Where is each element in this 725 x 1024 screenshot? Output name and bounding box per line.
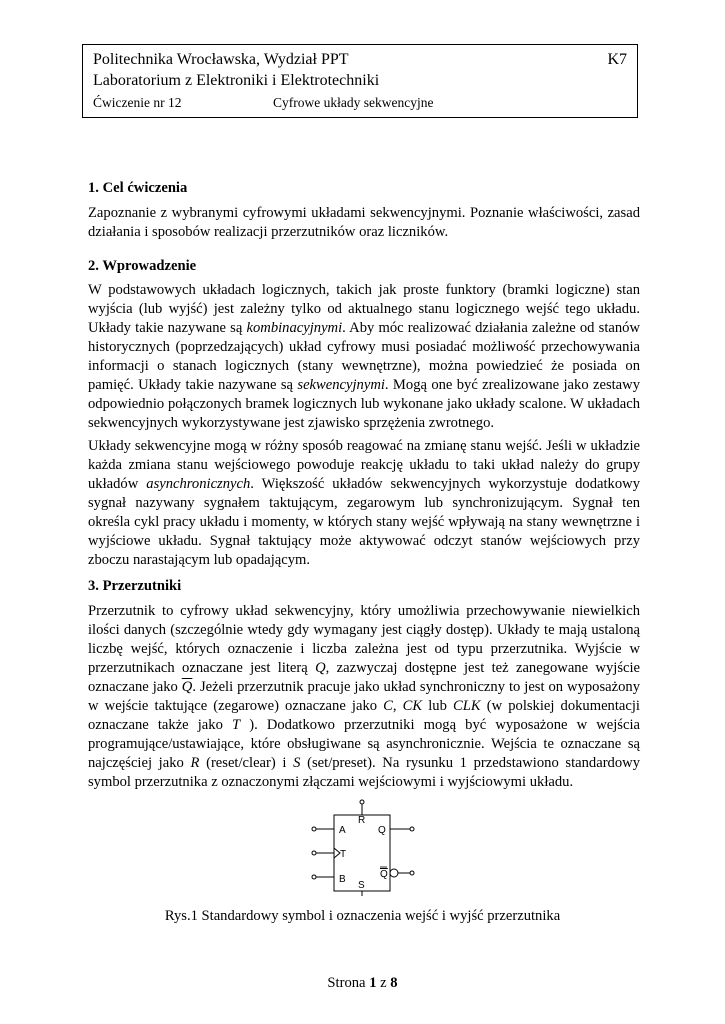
label-t: T — [340, 849, 347, 860]
document-code: K7 — [607, 51, 627, 68]
pin-a-terminal — [312, 827, 316, 831]
label-q: Q — [378, 825, 386, 836]
section-1-paragraph: Zapoznanie z wybranymi cyfrowymi układami sekwencyjnymi. Poznanie właściwości, zasad działania i sposobów realizacji przerzutników oraz liczników. — [88, 205, 640, 240]
label-b: B — [339, 874, 346, 885]
current-page: 1 — [369, 975, 377, 991]
pin-q-terminal — [410, 827, 414, 831]
section-2-title: 2. Wprowadzenie — [88, 258, 197, 274]
section-1-title: 1. Cel ćwiczenia — [88, 180, 188, 196]
term-sekwencyjnymi: sekwencyjnymi — [297, 377, 385, 393]
total-pages: 8 — [390, 975, 398, 991]
section-2-paragraph-1: W podstawowych układach logicznych, takich jak proste funktory (bramki logiczne) stan wyjścia (lub wyjść) jest zależny tylko od aktualnego stanu logicznego wejść tego układu. Układy takie nazywane są kombinacyjnymi. Aby móc realizować działania zależne od stanów historycznych (poprzedzających) układ cyfrowy musi posiadać możliwość przechowywania informacji o stanach logicznych (stany wewnętrzne), można powiedzieć że posiada on pamięć. Układy takie nazywane są sekwencyjnymi. Mogą one być zrealizowane jako zestawy odpowiednio połączonych bramek logicznych lub wykonane jako układy scalone. W układach sekwencyjnych wykorzystywane jest zjawisko sprzężenia zwrotnego. — [88, 282, 640, 431]
header-box — [82, 44, 638, 118]
label-a: A — [339, 825, 346, 836]
section-3-paragraph: Przerzutnik to cyfrowy układ sekwencyjny, który umożliwia przechowywanie niewielkich ilości danych (szczególnie wtedy gdy wymagany jest ciągły dostęp). Układy te mają ustaloną liczbę wejść, których oznaczenie i liczba zależna jest od typu przerzutnika. Wyjście w przerzutnikach oznaczane jest literą Q, zazwyczaj dostępne jest też zanegowane wyjście oznaczane jako $\overline{Q}$. Jeżeli przerzutnik pracuje jako układ synchroniczny to jest on wyposażony w wejście taktujące (zegarowe) oznaczane jako C, CK lub CLK (w polskiej dokumentacji oznaczane także jako T ). Dodatkowo przerzutniki mogą być wyposażone w wejścia programujące/ustawiające, które obsługiwane są asynchronicznie. Wejścia te oznaczane są najczęściej jako R (reset/clear) i S (set/preset). Na rysunku 1 przedstawiono standardowy symbol przerzutnika z oznaczonymi złączami wejściowymi i wyjściowymi układu. — [88, 603, 641, 790]
section-3-title: 3. Przerzutniki — [88, 578, 182, 594]
term-kombinacyjnymi: kombinacyjnymi — [246, 320, 343, 336]
lab-name: Laboratorium z Elektroniki i Elektrotechniki — [93, 72, 380, 89]
label-s: S — [358, 880, 365, 891]
label-r: R — [358, 815, 366, 826]
institution: Politechnika Wrocławska, Wydział PPT — [93, 51, 349, 68]
pin-r-terminal — [360, 800, 364, 804]
pin-t-terminal — [312, 851, 316, 855]
exercise-number: Ćwiczenie nr 12 — [93, 95, 182, 110]
page-footer: Strona 1 z 8 — [327, 975, 398, 991]
term-asynchronicznych: asynchronicznych — [146, 476, 251, 492]
figure-caption: Rys.1 Standardowy symbol i oznaczenia wejść i wyjść przerzutnika — [164, 908, 561, 924]
negation-bubble — [390, 869, 398, 877]
pin-b-terminal — [312, 875, 316, 879]
label-qbar: Q — [380, 869, 388, 880]
pin-qbar-terminal — [410, 871, 414, 875]
q-bar-symbol: $\overline{Q}$ — [181, 679, 193, 695]
section-2-paragraph-2: Układy sekwencyjne mogą w różny sposób reagować na zmianę stanu wejść. Jeśli w układzie każda zmiana stanu wejściowego powoduje reakcję układu to taki układ należy do grupy układów asynchronicznych. Większość układów sekwencyjnych wykorzystuje dodatkowy sygnał nazywany sygnałem taktującym, zegarowym lub synchronizującym. Sygnał ten określa cykl pracy układu i momenty, w których stany wejść wpływają na stany wewnętrzne i wyjściowe układu. Sygnał taktujący może aktywować odczyt stanów wejściowych przy zboczu narastającym lub opadającym. — [88, 438, 640, 568]
exercise-topic: Cyfrowe układy sekwencyjne — [273, 95, 434, 110]
flip-flop-symbol — [300, 798, 430, 896]
